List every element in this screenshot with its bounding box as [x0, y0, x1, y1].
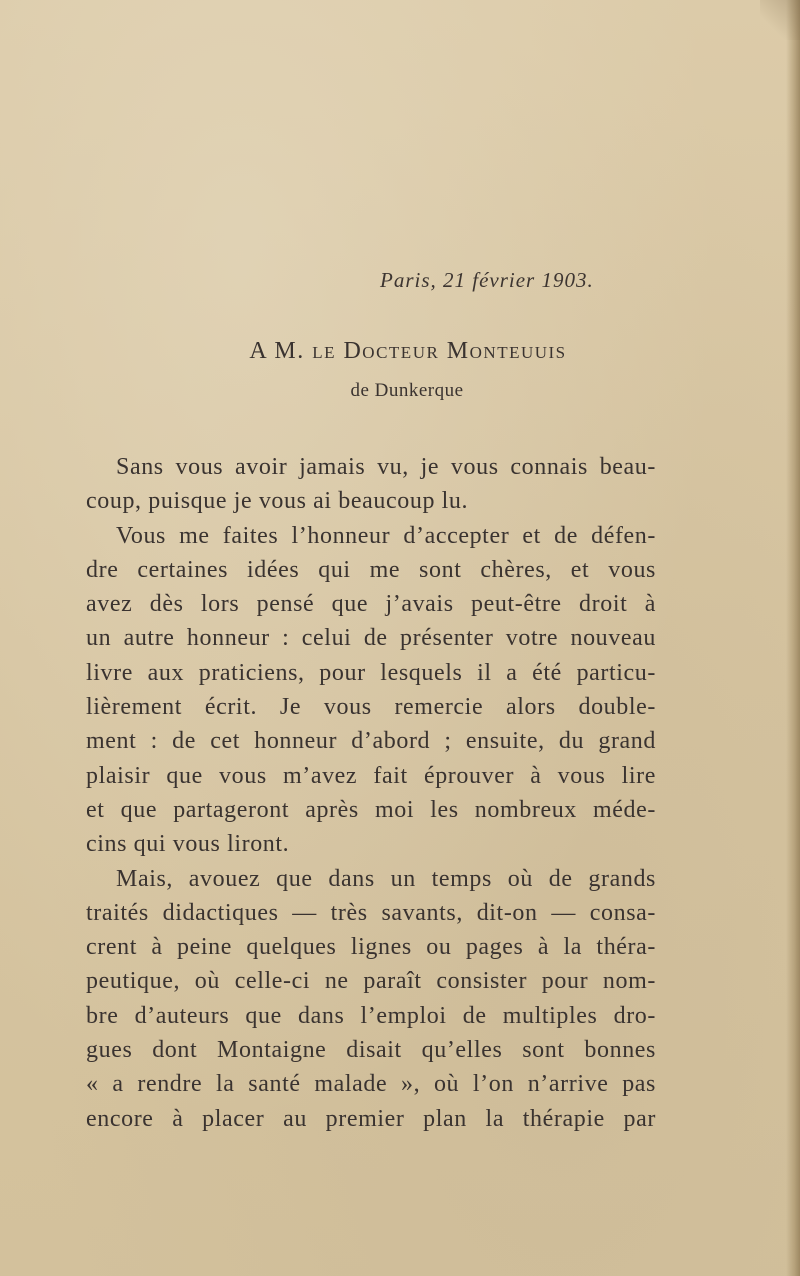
text-line: Sans vous avoir jamais vu, je vous connais beau-: [116, 454, 656, 480]
text-line: Mais, avouez que dans un temps où de grands: [116, 865, 656, 892]
text-line: un autre honneur : celui de présenter votre nouveau: [86, 625, 656, 652]
addressee-title: le Docteur Monteuuis: [312, 338, 567, 364]
text-line: Vous me faites l’honneur d’accepter et de défen-: [116, 522, 656, 549]
text-line: et que partageront après moi les nombreux méde-: [86, 796, 656, 823]
text-line: coup, puisque je vous ai beaucoup lu.: [86, 488, 469, 515]
page-corner: [760, 0, 800, 40]
letter-body: [86, 450, 656, 1136]
text-line: traités didactiques — très savants, dit-on — consa-: [86, 899, 656, 926]
dateline: Paris, 21 février 1903.: [380, 268, 594, 292]
addressee-place: de Dunkerque: [350, 380, 464, 401]
addressee-prefix: A M.: [249, 338, 305, 364]
text-line: crent à peine quelques lignes ou pages à la théra-: [86, 934, 656, 961]
text-line: lièrement écrit. Je vous remercie alors double-: [86, 694, 656, 721]
text-line: cins qui vous liront.: [86, 831, 290, 858]
text-line: peutique, où celle-ci ne paraît consister pour nom-: [86, 968, 656, 995]
text-line: dre certaines idées qui me sont chères, et vous: [86, 556, 656, 583]
text-line: avez dès lors pensé que j’avais peut-être droit à: [86, 591, 656, 618]
text-line: livre aux praticiens, pour lesquels il a été particu-: [86, 659, 656, 686]
text-line: « a rendre la santé malade », où l’on n’arrive pas: [86, 1071, 656, 1098]
page-edge-shadow: [786, 0, 800, 1276]
text-line: encore à placer au premier plan la thérapie par: [86, 1105, 656, 1132]
addressee-heading: [0, 338, 800, 365]
text-line: gues dont Montaigne disait qu’elles sont bonnes: [86, 1037, 656, 1064]
text-line: ment : de cet honneur d’abord ; ensuite, du grand: [86, 728, 656, 755]
text-line: plaisir que vous m’avez fait éprouver à vous lire: [86, 762, 656, 789]
text-line: bre d’auteurs que dans l’emploi de multiples dro-: [86, 1002, 656, 1029]
